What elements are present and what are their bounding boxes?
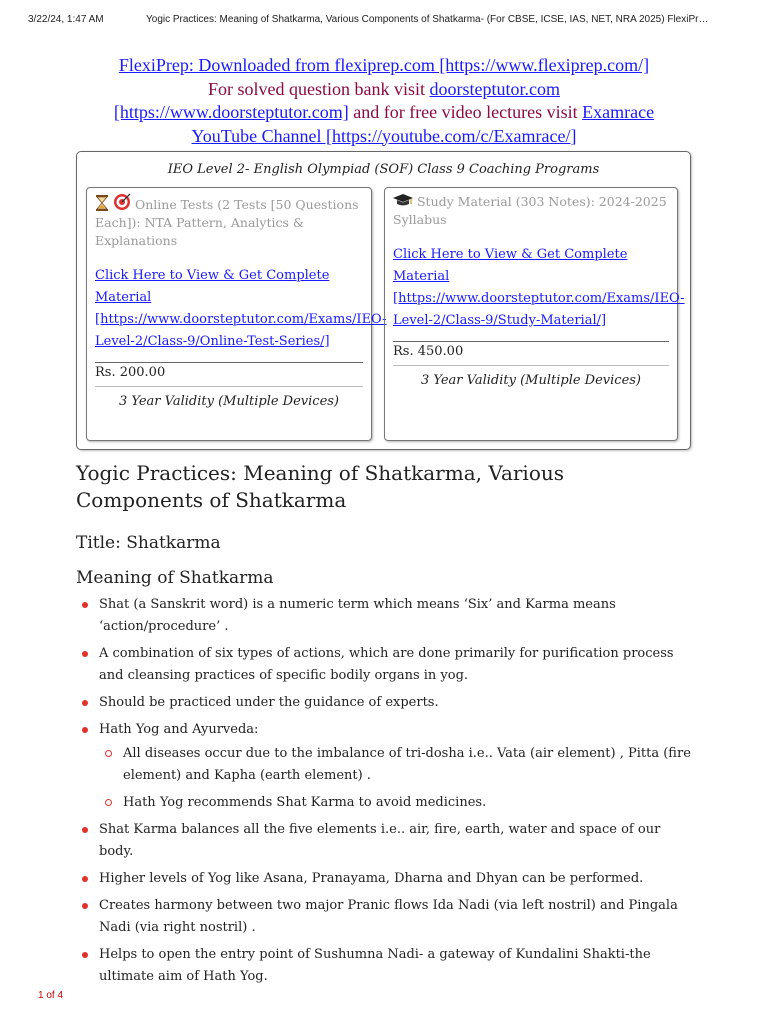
online-tests-link[interactable]: Click Here to View & Get Complete Material [https://www.doorsteptutor.com/Exams/IEO-Level-2/Class-9/Online-Test-Series/] <box>95 268 387 349</box>
study-material-card <box>384 187 685 441</box>
site-banner <box>76 54 692 148</box>
doorsteptutor-url-link[interactable]: [https://www.doorsteptutor.com] <box>113 102 349 122</box>
list-item: Shat Karma balances all the five elements i.e.. air, fire, earth, water and space of our body. <box>76 819 696 863</box>
sub-bullet-list <box>99 743 696 814</box>
article-title: Yogic Practices: Meaning of Shatkarma, Various Components of Shatkarma <box>76 461 565 512</box>
bullet-list <box>76 594 696 988</box>
study-material-price: Rs. 450.00 <box>393 344 464 359</box>
online-tests-card <box>86 187 387 441</box>
online-tests-heading-text: Online Tests (2 Tests [50 Questions Each]): NTA Pattern, Analytics & Explanations <box>95 197 359 248</box>
free-video-text: and for free video lectures visit <box>348 102 583 122</box>
section-heading: Meaning of Shatkarma <box>76 568 274 588</box>
youtube-channel-link[interactable]: YouTube Channel [https://youtube.com/c/Examrace/] <box>191 125 577 146</box>
list-item-hath-yog <box>76 719 696 814</box>
sub-list-item: All diseases occur due to the imbalance of tri-dosha i.e.. Vata (air element) , Pitta (fire element) and Kapha (earth element) . <box>99 743 696 787</box>
article-subtitle: Title: Shatkarma <box>76 533 221 553</box>
online-tests-validity: 3 Year Validity (Multiple Devices) <box>118 394 340 409</box>
coaching-programs-box <box>76 151 691 450</box>
online-tests-price: Rs. 200.00 <box>95 365 166 380</box>
print-date: 3/22/24, 1:47 AM <box>28 14 104 25</box>
examrace-link[interactable]: Examrace <box>582 102 655 122</box>
study-material-validity: 3 Year Validity (Multiple Devices) <box>420 373 642 388</box>
list-item: Creates harmony between two major Pranic flows Ida Nadi (via left nostril) and Pingala Nadi (via right nostril) . <box>76 895 696 939</box>
solved-question-text: For solved question bank visit <box>208 78 430 99</box>
divider <box>393 365 669 366</box>
sub-list-item: Hath Yog recommends Shat Karma to avoid medicines. <box>99 792 696 814</box>
study-material-link[interactable]: Click Here to View & Get Complete Material [https://www.doorsteptutor.com/Exams/IEO-Level-2/Class-9/Study-Material/] <box>393 247 685 328</box>
list-item: Shat (a Sanskrit word) is a numeric term which means ‘Six’ and Karma means ‘action/procedure’ . <box>76 594 696 638</box>
graduation-cap-icon <box>393 194 413 208</box>
divider <box>393 341 669 342</box>
study-material-heading-text: Study Material (303 Notes): 2024-2025 Syllabus <box>393 194 667 227</box>
article-content <box>76 460 696 993</box>
page-number: 1 of 4 <box>38 990 64 1001</box>
print-header <box>28 14 748 25</box>
flexiprep-link[interactable]: FlexiPrep: Downloaded from flexiprep.com [https://www.flexiprep.com/] <box>118 55 650 75</box>
divider <box>95 386 363 387</box>
doorsteptutor-link[interactable]: doorsteptutor.com <box>429 78 560 99</box>
list-item-label: Hath Yog and Ayurveda: <box>99 722 259 737</box>
programs-title: IEO Level 2- English Olympiad (SOF) Class 9 Coaching Programs <box>167 162 600 177</box>
print-title: Yogic Practices: Meaning of Shatkarma, Various Components of Shatkarma- (For CBSE, ICSE, IAS, NET, NRA 2025) FlexiPr… <box>146 14 709 25</box>
study-material-heading <box>393 193 669 229</box>
list-item: Should be practiced under the guidance of experts. <box>76 692 696 714</box>
list-item: Higher levels of Yog like Asana, Pranayama, Dharna and Dhyan can be performed. <box>76 868 696 890</box>
target-icon <box>113 193 131 211</box>
online-tests-heading <box>95 193 363 250</box>
list-item: A combination of six types of actions, which are done primarily for purification process and cleansing practices of specific bodily organs in yog. <box>76 643 696 687</box>
divider <box>95 362 363 363</box>
list-item: Helps to open the entry point of Sushumna Nadi- a gateway of Kundalini Shakti-the ultimate aim of Hath Yog. <box>76 944 696 988</box>
hourglass-icon <box>95 195 109 211</box>
